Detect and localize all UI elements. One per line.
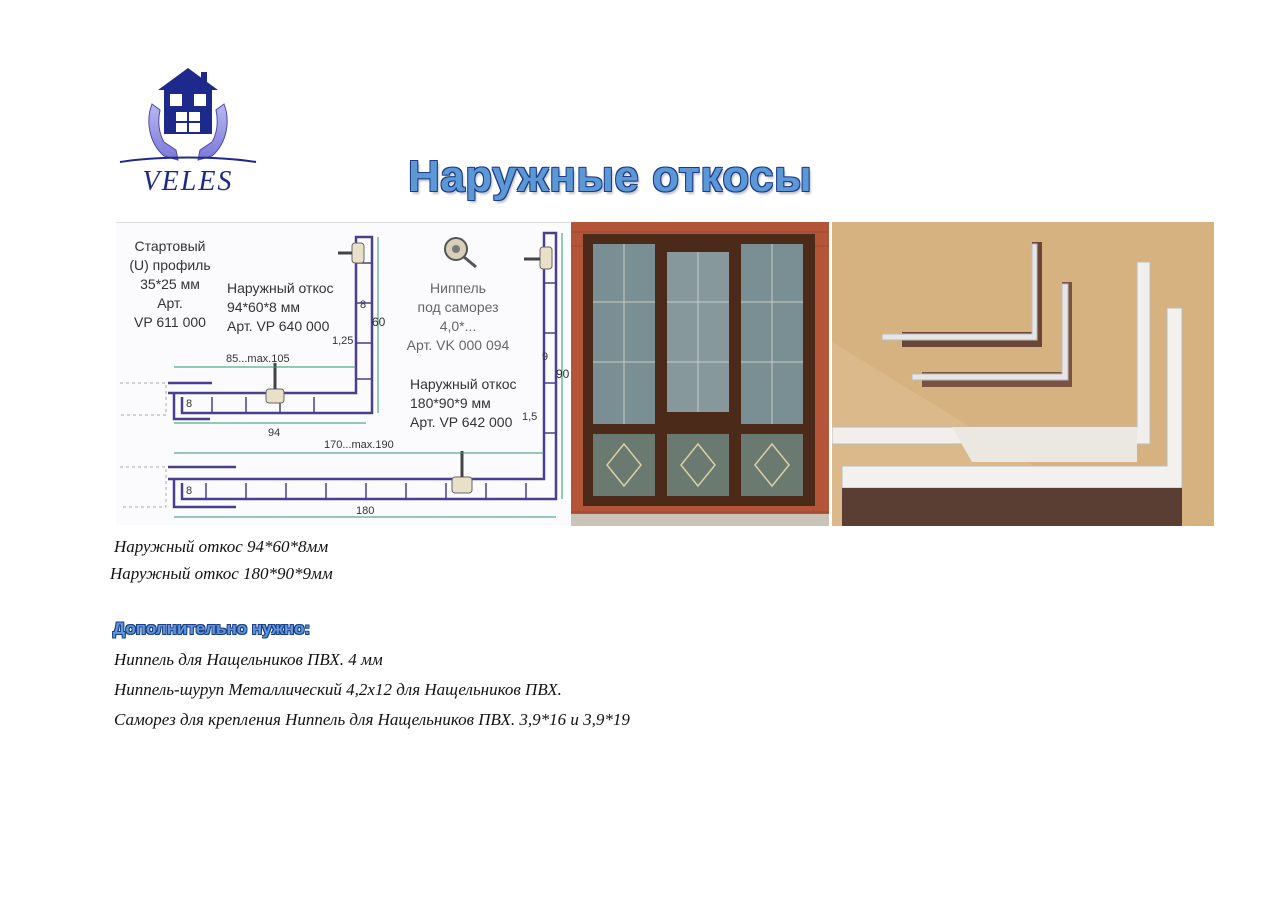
profile-diagram bbox=[116, 222, 570, 525]
nipple-label: Ниппель под саморез 4,0*... Арт. VK 000 094 bbox=[406, 280, 510, 353]
page-title: Наружные откосы bbox=[408, 152, 813, 201]
dim-label: 1,25 bbox=[332, 335, 354, 347]
outer-slope-1-label: Наружный откос 94*60*8 мм Арт. VP 640 000 bbox=[227, 280, 334, 334]
dim-label: 8 bbox=[186, 398, 193, 410]
dim-label: 60 bbox=[372, 315, 386, 329]
logo-text: VELES bbox=[142, 166, 234, 197]
dim-label: 8 bbox=[186, 485, 193, 497]
dim-label: 85...max.105 bbox=[226, 353, 290, 365]
dim-label: 94 bbox=[268, 427, 281, 439]
profiles-photo bbox=[832, 222, 1214, 526]
window-photo bbox=[571, 222, 829, 526]
dim-label: 1,5 bbox=[522, 411, 538, 423]
extra-item: Саморез для крепления Ниппель для Нащельников ПВХ. 3,9*16 и 3,9*19 bbox=[114, 710, 630, 729]
dim-label: 8 bbox=[360, 299, 367, 311]
caption-1: Наружный откос 94*60*8мм bbox=[114, 537, 329, 556]
extra-heading: Дополнительно нужно: bbox=[113, 619, 311, 638]
extra-item: Ниппель-шуруп Металлический 4,2х12 для Нащельников ПВХ. bbox=[114, 680, 562, 699]
start-profile-label: Стартовый (U) профиль 35*25 мм Арт. VP 611 000 bbox=[129, 238, 211, 330]
caption-2: Наружный откос 180*90*9мм bbox=[110, 564, 333, 583]
dim-label: 9 bbox=[542, 351, 549, 363]
dim-label: 180 bbox=[356, 505, 375, 517]
dim-label: 170...max.190 bbox=[324, 439, 394, 451]
extra-item: Ниппель для Нащельников ПВХ. 4 мм bbox=[114, 650, 383, 669]
outer-slope-2-label: Наружный откос 180*90*9 мм Арт. VP 642 000 bbox=[410, 376, 517, 430]
dim-label: 90 bbox=[556, 367, 570, 381]
